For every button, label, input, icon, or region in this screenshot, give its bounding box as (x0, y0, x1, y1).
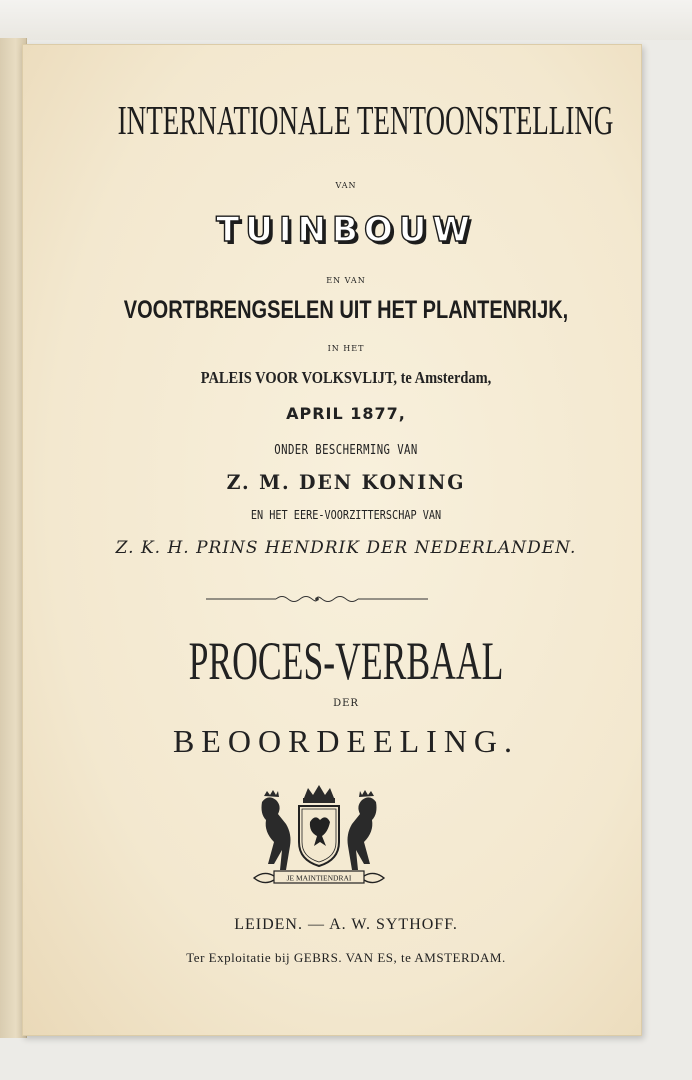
exploitation-line: Ter Exploitatie bij GEBRS. VAN ES, te AMSTERDAM. (186, 950, 506, 965)
connector-in-het: IN HET (327, 344, 365, 353)
venue-line: PALEIS VOOR VOLKSVLIJT, te Amsterdam, (200, 368, 492, 387)
ornamental-rule-icon (206, 594, 428, 604)
exhibition-title: INTERNATIONALE TENTOONSTELLING (117, 97, 614, 143)
patron-king: Z. M. DEN KONING (226, 470, 466, 494)
presidency-intro: EN HET EERE-VOORZITTERSCHAP VAN (250, 508, 442, 522)
connector-van: VAN (335, 181, 357, 190)
connector-der: DER (333, 698, 359, 709)
date-line: APRIL 1877, (286, 404, 406, 423)
connector-en-van: EN VAN (326, 276, 366, 285)
subject-line: VOORTBRENGSELEN UIT HET PLANTENRIJK, (123, 296, 569, 324)
honorary-president: Z. K. H. PRINS HENDRIK DER NEDERLANDEN. (115, 538, 577, 558)
document-subtitle: BEOORDEELING. (172, 723, 520, 759)
svg-text:JE MAINTIENDRAI: JE MAINTIENDRAI (286, 873, 352, 883)
publisher-line: LEIDEN. — A. W. SYTHOFF. (234, 916, 458, 933)
royal-coat-of-arms-icon (244, 782, 394, 894)
tuinbouw-heading: TUINBOUW (216, 210, 476, 250)
patronage-intro: ONDER BESCHERMING VAN (274, 443, 418, 458)
document-title: PROCES-VERBAAL (188, 631, 504, 691)
background (0, 0, 692, 40)
